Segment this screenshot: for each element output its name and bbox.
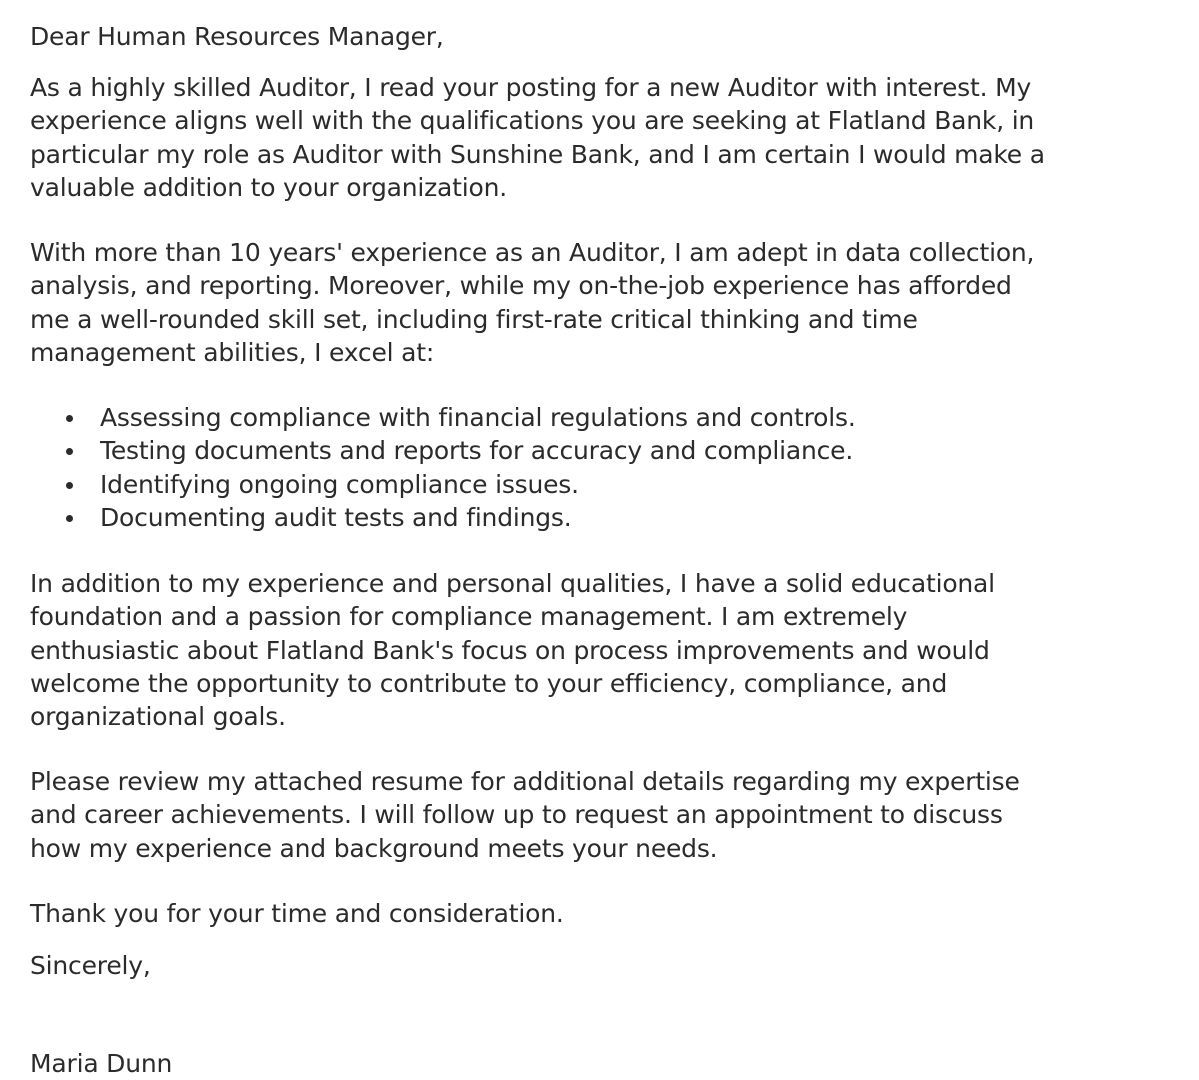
signature [30, 1047, 1140, 1080]
paragraph-line: and career achievements. I will follow up to request an appointment to discuss [30, 800, 1003, 830]
list-item-text: Assessing compliance with financial regulations and controls. [100, 403, 856, 432]
bullet-icon [66, 482, 73, 489]
bullet-icon [66, 415, 73, 422]
list-item-text: Identifying ongoing compliance issues. [100, 469, 579, 499]
paragraph-line: particular my role as Auditor with Sunshine Bank, and I am certain I would make a [30, 139, 1045, 169]
truncated-previous-line [30, 0, 290, 2]
signature-name: Maria Dunn [30, 1049, 173, 1078]
paragraph-line: Please review my attached resume for additional details regarding my expertise [30, 767, 1020, 796]
paragraph-experience [30, 236, 1140, 369]
bullet-icon [66, 515, 73, 522]
salutation-line: Dear Human Resources Manager, [30, 22, 444, 51]
paragraph-line: organizational goals. [30, 702, 286, 732]
closing [30, 949, 1140, 982]
paragraph-line: welcome the opportunity to contribute to your efficiency, compliance, and [30, 668, 948, 698]
salutation [30, 20, 1140, 53]
paragraph-line: valuable addition to your organization. [30, 172, 508, 202]
paragraph-line: enthusiastic about Flatland Bank's focus on process improvements and would [30, 635, 990, 665]
list-item [30, 434, 1140, 467]
list-item-text: Testing documents and reports for accuracy and compliance. [100, 436, 854, 466]
list-item [30, 401, 1140, 434]
thanks-text: Thank you for your time and consideration. [30, 899, 564, 928]
paragraph-education [30, 567, 1140, 733]
paragraph-line: experience aligns well with the qualifications you are seeking at Flatland Bank, in [30, 106, 1035, 136]
list-item [30, 501, 1140, 534]
paragraph-intro [30, 71, 1140, 204]
paragraph-line: foundation and a passion for compliance management. I am extremely [30, 602, 908, 632]
paragraph-line: management abilities, I excel at: [30, 337, 435, 367]
paragraph-line: me a well-rounded skill set, including first-rate critical thinking and time [30, 304, 918, 334]
closing-text: Sincerely, [30, 951, 151, 980]
paragraph-line: In addition to my experience and personal qualities, I have a solid educational [30, 569, 995, 598]
paragraph-line: With more than 10 years' experience as an Auditor, I am adept in data collection, [30, 238, 1035, 267]
skills-list [30, 401, 1140, 534]
paragraph-line: analysis, and reporting. Moreover, while my on-the-job experience has afforded [30, 271, 1012, 301]
bullet-icon [66, 448, 73, 455]
paragraph-line: As a highly skilled Auditor, I read your posting for a new Auditor with interest. My [30, 73, 1032, 102]
list-item-text: Documenting audit tests and findings. [100, 502, 572, 532]
paragraph-followup [30, 765, 1140, 865]
list-item [30, 468, 1140, 501]
thanks-line [30, 897, 1140, 930]
paragraph-line: how my experience and background meets your needs. [30, 833, 718, 863]
